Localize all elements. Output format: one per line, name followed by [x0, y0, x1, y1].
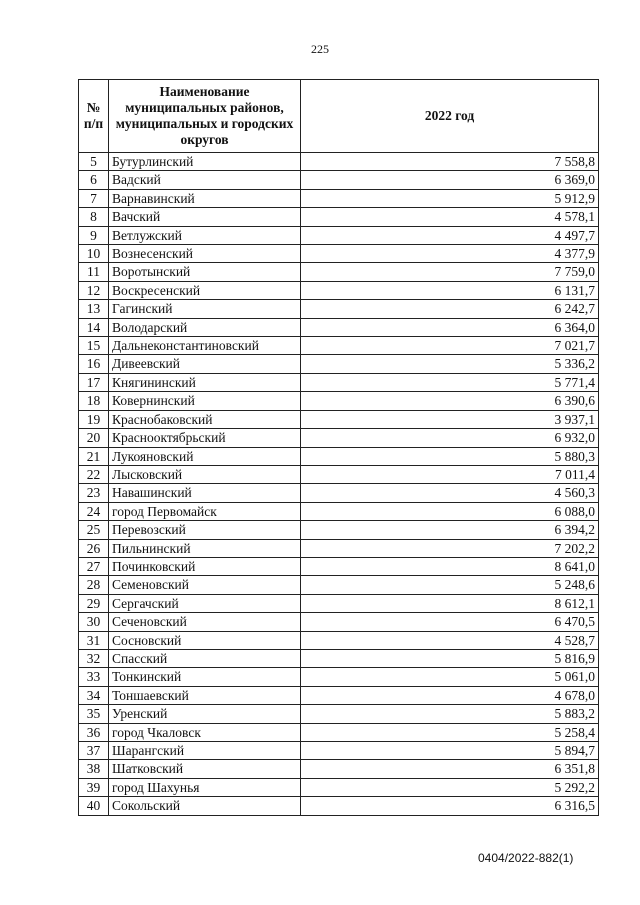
row-number-cell: 11: [79, 263, 109, 281]
district-name-cell: Варнавинский: [109, 189, 301, 207]
district-name-cell: Сосновский: [109, 631, 301, 649]
district-name-cell: Гагинский: [109, 300, 301, 318]
row-number-cell: 21: [79, 447, 109, 465]
table-row: [79, 631, 599, 649]
value-cell: 6 369,0: [301, 171, 599, 189]
value-cell: 6 242,7: [301, 300, 599, 318]
district-name-cell: Вознесенский: [109, 245, 301, 263]
value-cell: 6 131,7: [301, 281, 599, 299]
value-cell: 5 883,2: [301, 705, 599, 723]
district-name-cell: Сеченовский: [109, 613, 301, 631]
value-cell: 6 394,2: [301, 521, 599, 539]
table-row: [79, 171, 599, 189]
value-cell: 5 771,4: [301, 373, 599, 391]
value-cell: 7 759,0: [301, 263, 599, 281]
value-cell: 4 578,1: [301, 208, 599, 226]
table-row: [79, 245, 599, 263]
row-number-cell: 9: [79, 226, 109, 244]
header-name: Наименование муниципальных районов, муниципальных и городских округов: [109, 80, 301, 153]
district-name-cell: Лысковский: [109, 465, 301, 483]
table-row: [79, 392, 599, 410]
table-row: [79, 410, 599, 428]
district-name-cell: Бутурлинский: [109, 153, 301, 171]
value-cell: 5 061,0: [301, 668, 599, 686]
row-number-cell: 28: [79, 576, 109, 594]
row-number-cell: 40: [79, 797, 109, 815]
value-cell: 6 390,6: [301, 392, 599, 410]
value-cell: 5 292,2: [301, 778, 599, 796]
row-number-cell: 14: [79, 318, 109, 336]
table-row: [79, 668, 599, 686]
value-cell: 6 932,0: [301, 429, 599, 447]
table-row: [79, 686, 599, 704]
row-number-cell: 5: [79, 153, 109, 171]
row-number-cell: 27: [79, 557, 109, 575]
value-cell: 4 497,7: [301, 226, 599, 244]
value-cell: 5 816,9: [301, 649, 599, 667]
district-name-cell: Володарский: [109, 318, 301, 336]
value-cell: 6 088,0: [301, 502, 599, 520]
page-number: 225: [311, 42, 329, 56]
row-number-cell: 39: [79, 778, 109, 796]
row-number-cell: 29: [79, 594, 109, 612]
row-number-cell: 12: [79, 281, 109, 299]
district-name-cell: Тонкинский: [109, 668, 301, 686]
row-number-cell: 10: [79, 245, 109, 263]
table-row: [79, 484, 599, 502]
district-name-cell: город Чкаловск: [109, 723, 301, 741]
district-name-cell: Уренский: [109, 705, 301, 723]
table-row: [79, 594, 599, 612]
district-name-cell: Княгининский: [109, 373, 301, 391]
district-name-cell: Лукояновский: [109, 447, 301, 465]
value-cell: 6 316,5: [301, 797, 599, 815]
table-row: [79, 337, 599, 355]
row-number-cell: 37: [79, 742, 109, 760]
value-cell: 5 912,9: [301, 189, 599, 207]
district-name-cell: Шатковский: [109, 760, 301, 778]
table-row: [79, 705, 599, 723]
row-number-cell: 35: [79, 705, 109, 723]
row-number-cell: 32: [79, 649, 109, 667]
row-number-cell: 23: [79, 484, 109, 502]
district-name-cell: Починковский: [109, 557, 301, 575]
district-name-cell: Краснооктябрьский: [109, 429, 301, 447]
table-header-row: [79, 80, 599, 153]
district-name-cell: Шарангский: [109, 742, 301, 760]
row-number-cell: 24: [79, 502, 109, 520]
value-cell: 6 351,8: [301, 760, 599, 778]
row-number-cell: 26: [79, 539, 109, 557]
value-cell: 5 880,3: [301, 447, 599, 465]
table-row: [79, 539, 599, 557]
value-cell: 7 558,8: [301, 153, 599, 171]
row-number-cell: 8: [79, 208, 109, 226]
table-row: [79, 557, 599, 575]
district-name-cell: Перевозский: [109, 521, 301, 539]
value-cell: 7 021,7: [301, 337, 599, 355]
table-row: [79, 300, 599, 318]
district-name-cell: Ковернинский: [109, 392, 301, 410]
district-name-cell: Тоншаевский: [109, 686, 301, 704]
table-row: [79, 649, 599, 667]
table-row: [79, 318, 599, 336]
table-row: [79, 153, 599, 171]
table-row: [79, 723, 599, 741]
district-name-cell: Сокольский: [109, 797, 301, 815]
value-cell: 8 612,1: [301, 594, 599, 612]
document-code: 0404/2022-882(1): [478, 851, 574, 865]
value-cell: 4 678,0: [301, 686, 599, 704]
value-cell: 7 011,4: [301, 465, 599, 483]
row-number-cell: 16: [79, 355, 109, 373]
district-name-cell: Спасский: [109, 649, 301, 667]
row-number-cell: 34: [79, 686, 109, 704]
row-number-cell: 13: [79, 300, 109, 318]
header-year: 2022 год: [301, 80, 599, 153]
district-name-cell: Воскресенский: [109, 281, 301, 299]
value-cell: 5 258,4: [301, 723, 599, 741]
district-name-cell: город Первомайск: [109, 502, 301, 520]
table-body: [79, 153, 599, 816]
table-row: [79, 778, 599, 796]
value-cell: 7 202,2: [301, 539, 599, 557]
table-row: [79, 613, 599, 631]
table-row: [79, 502, 599, 520]
table-row: [79, 521, 599, 539]
row-number-cell: 31: [79, 631, 109, 649]
table-row: [79, 208, 599, 226]
row-number-cell: 7: [79, 189, 109, 207]
value-cell: 6 470,5: [301, 613, 599, 631]
value-cell: 5 248,6: [301, 576, 599, 594]
district-name-cell: Сергачский: [109, 594, 301, 612]
data-table: [78, 79, 599, 816]
header-number: № п/п: [79, 80, 109, 153]
district-name-cell: Вадский: [109, 171, 301, 189]
row-number-cell: 36: [79, 723, 109, 741]
table-row: [79, 281, 599, 299]
district-name-cell: город Шахунья: [109, 778, 301, 796]
row-number-cell: 38: [79, 760, 109, 778]
row-number-cell: 30: [79, 613, 109, 631]
district-name-cell: Пильнинский: [109, 539, 301, 557]
row-number-cell: 17: [79, 373, 109, 391]
table-row: [79, 189, 599, 207]
table-row: [79, 797, 599, 815]
row-number-cell: 22: [79, 465, 109, 483]
row-number-cell: 6: [79, 171, 109, 189]
value-cell: 5 336,2: [301, 355, 599, 373]
table-row: [79, 760, 599, 778]
district-name-cell: Навашинский: [109, 484, 301, 502]
table-row: [79, 465, 599, 483]
table-row: [79, 742, 599, 760]
district-name-cell: Семеновский: [109, 576, 301, 594]
row-number-cell: 15: [79, 337, 109, 355]
row-number-cell: 25: [79, 521, 109, 539]
table-row: [79, 429, 599, 447]
district-name-cell: Воротынский: [109, 263, 301, 281]
table-row: [79, 355, 599, 373]
row-number-cell: 20: [79, 429, 109, 447]
district-name-cell: Вачский: [109, 208, 301, 226]
value-cell: 4 560,3: [301, 484, 599, 502]
value-cell: 8 641,0: [301, 557, 599, 575]
row-number-cell: 19: [79, 410, 109, 428]
value-cell: 6 364,0: [301, 318, 599, 336]
table-row: [79, 263, 599, 281]
table-row: [79, 373, 599, 391]
value-cell: 4 377,9: [301, 245, 599, 263]
value-cell: 4 528,7: [301, 631, 599, 649]
district-name-cell: Дальнеконстантиновский: [109, 337, 301, 355]
row-number-cell: 33: [79, 668, 109, 686]
district-name-cell: Ветлужский: [109, 226, 301, 244]
district-name-cell: Дивеевский: [109, 355, 301, 373]
value-cell: 5 894,7: [301, 742, 599, 760]
table-row: [79, 447, 599, 465]
row-number-cell: 18: [79, 392, 109, 410]
table-row: [79, 576, 599, 594]
district-name-cell: Краснобаковский: [109, 410, 301, 428]
table-row: [79, 226, 599, 244]
value-cell: 3 937,1: [301, 410, 599, 428]
